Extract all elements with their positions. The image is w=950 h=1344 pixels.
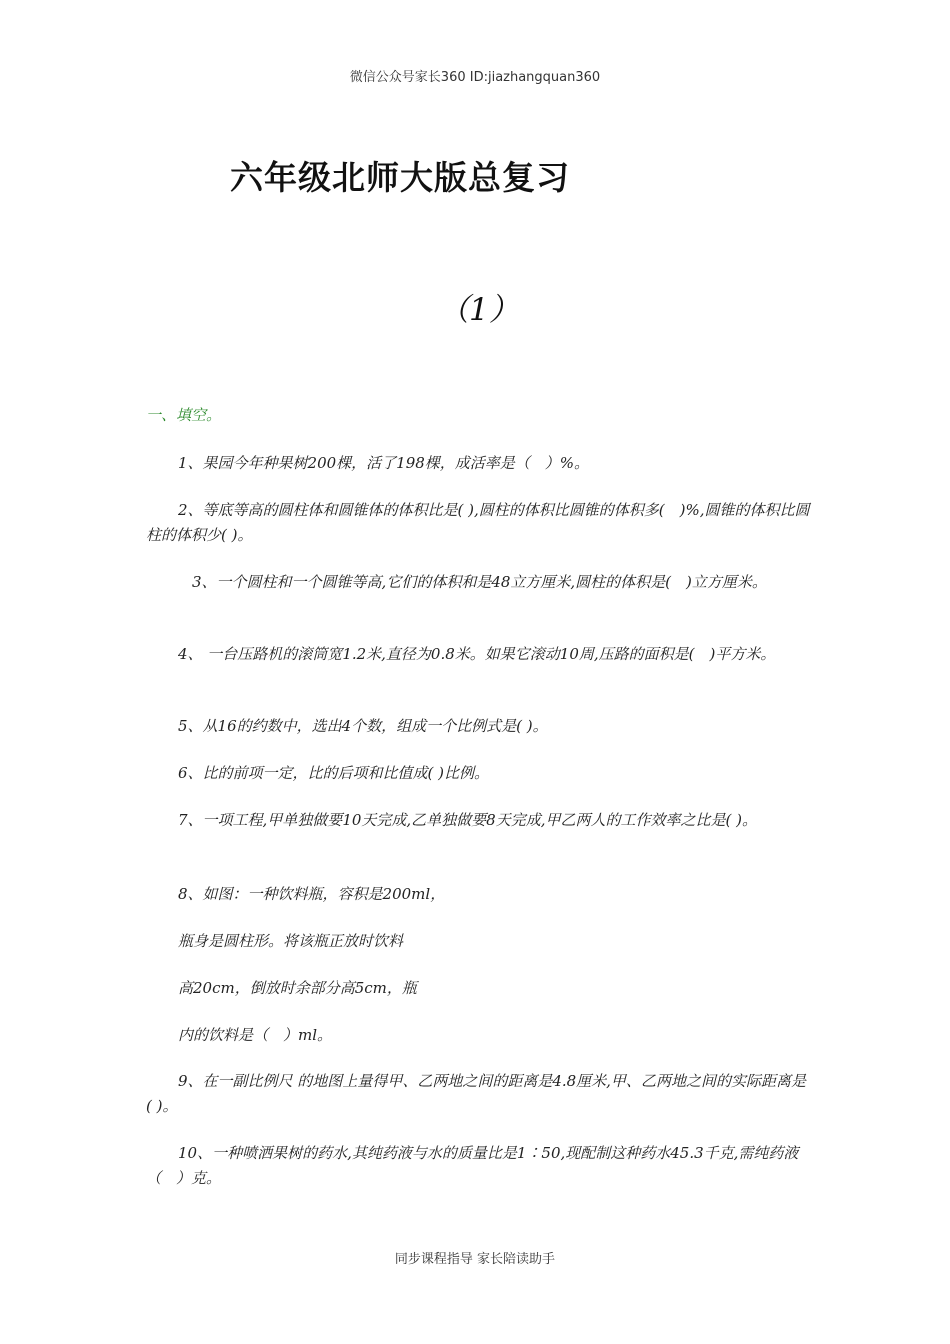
question-8-line: 8、如图：一种饮料瓶，容积是200ml， [178, 885, 446, 903]
section-number: 一、 [146, 406, 177, 424]
question-8-line: 内的饮料是（ ）ml。 [178, 1026, 333, 1044]
section-label: 填空。 [176, 406, 222, 424]
question-4: 4、 一台压路机的滚筒宽1.2米,直径为0.8米。如果它滚动10周,压路的面积是( )平方米。 [178, 645, 776, 663]
section-heading [146, 404, 221, 425]
question-8-line: 瓶身是圆柱形。将该瓶正放时饮料 [178, 932, 404, 950]
page-header: 微信公众号家长360 ID:jiazhangquan360 [349, 70, 601, 85]
question-2: 2、等底等高的圆柱体和圆锥体的体积比是( ),圆柱的体积比圆锥的体积多( )%,圆锥的体积比圆柱的体积少( )。 [146, 501, 810, 544]
question-1: 1、果园今年种果树200棵，活了198棵，成活率是（ ）%。 [178, 454, 590, 472]
question-10: 10、一种喷洒果树的药水,其纯药液与水的质量比是1∶50,现配制这种药水45.3千克,需纯药液（ ）克。 [146, 1144, 799, 1187]
page-title: 六年级北师大版总复习 [230, 158, 570, 197]
question-8-line: 高20cm，倒放时余部分高5cm，瓶 [178, 979, 417, 997]
question-9: 9、在一副比例尺 的地图上量得甲、乙两地之间的距离是4.8厘米,甲、乙两地之间的实际距离是( )。 [146, 1072, 806, 1115]
question-3: 3、一个圆柱和一个圆锥等高,它们的体积和是48立方厘米,圆柱的体积是( )立方厘米。 [192, 573, 767, 591]
page-footer: 同步课程指导 家长陪读助手 [394, 1252, 556, 1267]
question-7: 7、一项工程,甲单独做要10天完成,乙单独做要8天完成,甲乙两人的工作效率之比是( )。 [178, 811, 757, 829]
question-6: 6、比的前项一定，比的后项和比值成( )比例。 [178, 764, 490, 782]
page-subtitle: （1） [438, 292, 520, 328]
question-5: 5、从16的约数中，选出4个数，组成一个比例式是( )。 [178, 717, 548, 735]
